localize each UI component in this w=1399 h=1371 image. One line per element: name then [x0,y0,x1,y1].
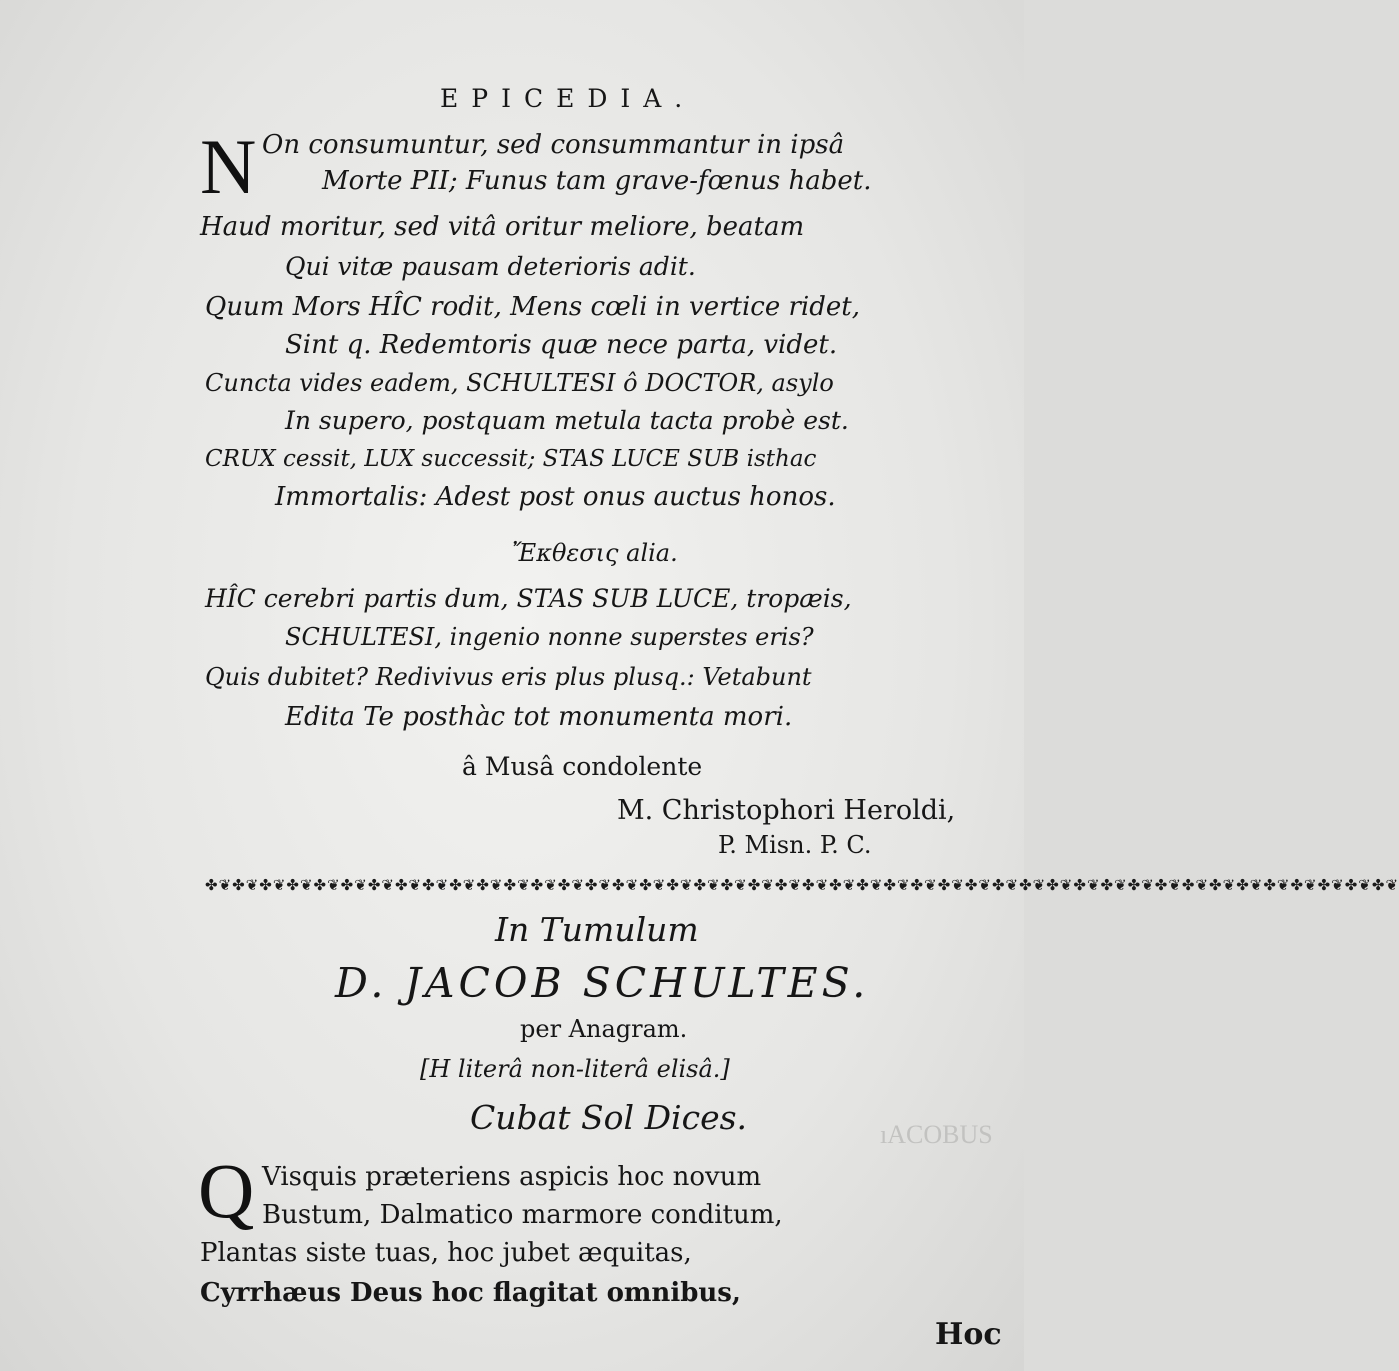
ekthesis-heading: Ἔκθεσις alia. [512,539,678,567]
attribution-line-1: â Musâ condolente [462,752,703,781]
anagram-note: [H literâ non-literâ elisâ.] [420,1055,730,1083]
poem1-line-7: Cuncta vides eadem, SCHULTESI ô DOCTOR, asylo [205,369,834,397]
catchword: Hoc [935,1317,1002,1352]
poem2-line-4: Edita Te posthàc tot monumenta mori. [285,702,793,732]
drop-cap-q: Q [198,1147,255,1234]
drop-cap-n: N [200,123,257,210]
page-header: EPICEDIA. [440,84,696,113]
poem1-line-4: Qui vitæ pausam deterioris adit. [285,252,696,281]
poem3-line-1: Visquis præteriens aspicis hoc novum [262,1162,762,1192]
poem1-line-3: Haud moritur, sed vitâ oritur meliore, beatam [200,212,805,242]
attribution-affiliation: P. Misn. P. C. [718,831,872,859]
poem1-line-8: In supero, postquam metula tacta probè est. [285,406,849,435]
poem2-line-3: Quis dubitet? Redivivus eris plus plusq.: Vetabunt [205,663,812,691]
anagram-label: per Anagram. [520,1015,688,1043]
poem2-line-2: SCHULTESI, ingenio nonne superstes eris? [285,623,814,651]
poem1-line-1: On consumuntur, sed consummantur in ipsâ [262,130,845,160]
poem3-line-2: Bustum, Dalmatico marmore conditum, [262,1200,783,1230]
tumulus-name: D. JACOB SCHULTES. [335,959,870,1007]
bleed-through-text: ıACOBUS [880,1120,993,1149]
poem1-line-9: CRUX cessit, LUX successit; STAS LUCE SUB isthac [205,446,817,472]
ornamental-border: ✤❦✤❦✤❦✤❦✤❦✤❦✤❦✤❦✤❦✤❦✤❦✤❦✤❦✤❦✤❦✤❦✤❦✤❦✤❦✤❦✤❦✤❦✤❦✤❦✤❦✤❦✤❦✤❦✤❦✤❦✤❦✤❦✤❦✤❦✤❦✤❦✤❦✤❦✤❦✤❦✤❦✤❦✤❦✤❦ [205,876,1399,894]
poem1-line-6: Sint q. Redemtoris quæ nece parta, videt. [285,330,838,360]
poem2-line-1: HÎC cerebri partis dum, STAS SUB LUCE, tropæis, [205,584,852,613]
poem1-line-2: Morte PII; Funus tam grave-fœnus habet. [322,166,872,196]
poem3-line-4: Cyrrhæus Deus hoc flagitat omnibus, [200,1278,741,1308]
tumulus-title: In Tumulum [495,910,699,949]
attribution-author: M. Christophori Heroldi, [617,795,956,826]
poem3-line-3: Plantas siste tuas, hoc jubet æquitas, [200,1238,692,1268]
poem1-line-5: Quum Mors HÎC rodit, Mens cœli in vertice ridet, [205,292,860,322]
anagram-result: Cubat Sol Dices. [470,1098,748,1137]
poem1-line-10: Immortalis: Adest post onus auctus honos. [275,482,836,512]
